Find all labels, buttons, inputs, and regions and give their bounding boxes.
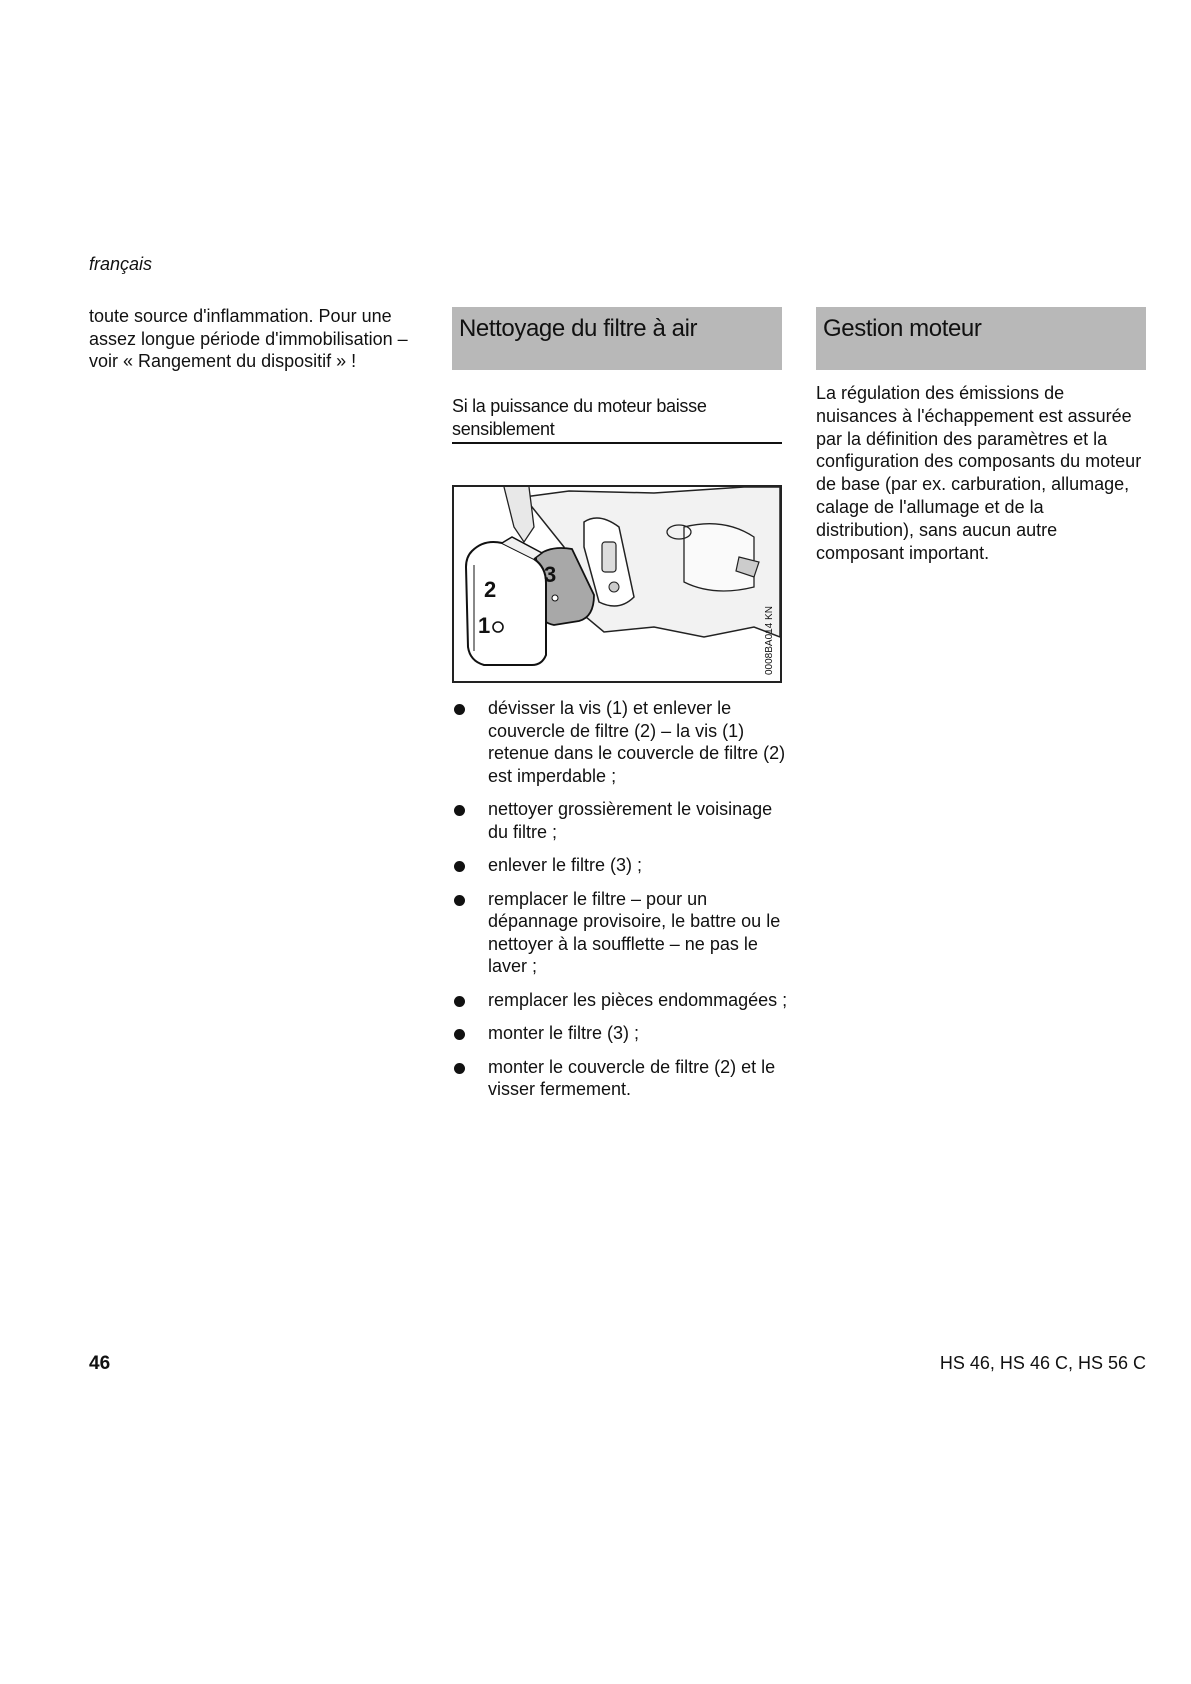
step-text: nettoyer grossièrement le voisinage du filtre ; bbox=[488, 799, 773, 842]
callout-2: 2 bbox=[484, 577, 497, 602]
bullet-icon bbox=[454, 895, 465, 906]
language-label: français bbox=[89, 254, 153, 274]
continuation-text bbox=[89, 305, 419, 373]
engine-management-text bbox=[816, 382, 1146, 564]
list-item bbox=[452, 854, 788, 877]
air-filter-drawing bbox=[454, 487, 780, 681]
list-item bbox=[452, 1056, 788, 1101]
section-heading-engine-management: Gestion moteur bbox=[816, 307, 1146, 370]
cleaning-steps-list bbox=[452, 697, 788, 1112]
bullet-icon bbox=[454, 805, 465, 816]
list-item bbox=[452, 1022, 788, 1045]
step-text: remplacer les pièces endommagées ; bbox=[488, 989, 788, 1010]
figure-code: 0008BA014 KN bbox=[764, 606, 775, 675]
list-item bbox=[452, 697, 788, 787]
bullet-icon bbox=[454, 704, 465, 715]
subheading-power-drop: Si la puissance du moteur baisse sensiblement bbox=[452, 395, 782, 444]
callout-3: 3 bbox=[544, 562, 557, 587]
bullet-icon bbox=[454, 996, 465, 1007]
list-item bbox=[452, 989, 788, 1012]
continuation-paragraph: toute source d'inflammation. Pour une assez longue période d'immobilisation – voir « Rangement du dispositif » ! bbox=[89, 306, 408, 371]
section-heading-air-filter: Nettoyage du filtre à air bbox=[452, 307, 782, 370]
page-number: 46 bbox=[89, 1353, 111, 1374]
step-text: dévisser la vis (1) et enlever le couvercle de filtre (2) – la vis (1) retenue dans le couvercle de filtre (2) est imperdable ; bbox=[488, 698, 786, 786]
air-filter-illustration bbox=[452, 485, 782, 683]
bullet-icon bbox=[454, 861, 465, 872]
model-designation: HS 46, HS 46 C, HS 56 C bbox=[939, 1353, 1146, 1373]
bullet-icon bbox=[454, 1029, 465, 1040]
step-text: remplacer le filtre – pour un dépannage provisoire, le battre ou le nettoyer à la soufflette – ne pas le laver ; bbox=[488, 888, 781, 976]
bullet-icon bbox=[454, 1063, 465, 1074]
engine-management-paragraph: La régulation des émissions de nuisances à l'échappement est assurée par la définition des paramètres et la configuration des composants du moteur de base (par ex. carburation, allumage, calage de l'allumage et de la distribution), sans aucun autre composant important. bbox=[816, 383, 1142, 563]
step-text: monter le filtre (3) ; bbox=[488, 1023, 640, 1043]
list-item bbox=[452, 888, 788, 978]
list-item bbox=[452, 798, 788, 843]
step-text: enlever le filtre (3) ; bbox=[488, 855, 643, 875]
step-text: monter le couvercle de filtre (2) et le visser fermement. bbox=[488, 1056, 776, 1099]
callout-1: 1 bbox=[478, 613, 491, 638]
